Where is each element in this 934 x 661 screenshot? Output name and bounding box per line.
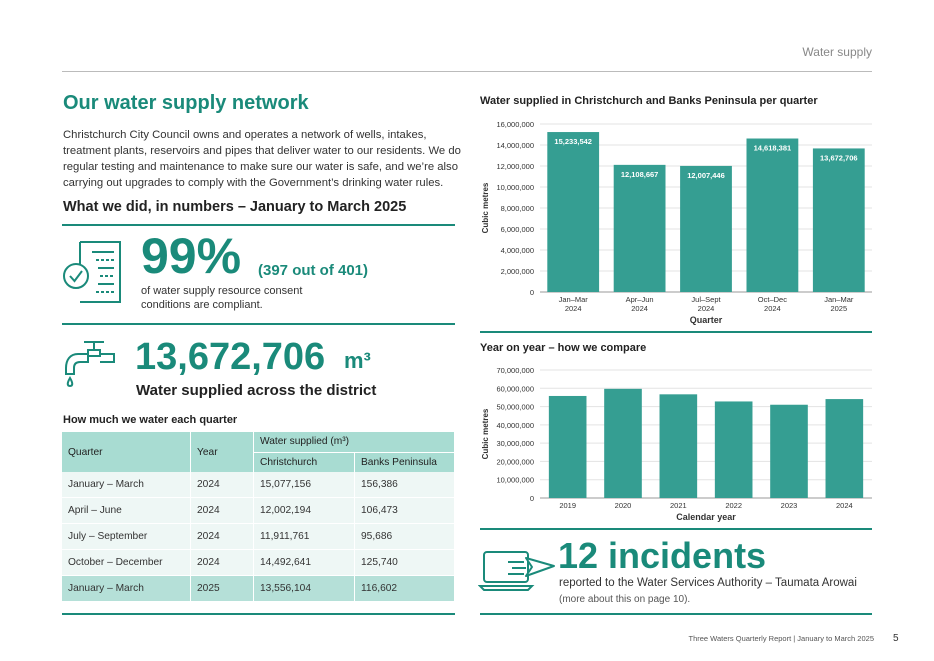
divider bbox=[62, 224, 455, 226]
y-tick-label: 14,000,000 bbox=[496, 141, 534, 150]
cell-banks-peninsula: 106,473 bbox=[355, 498, 455, 524]
x-tick-label: 2022 bbox=[725, 501, 743, 510]
page-number: 5 bbox=[893, 633, 899, 644]
divider bbox=[480, 528, 872, 530]
page-title: Our water supply network bbox=[63, 92, 309, 114]
cell-banks-peninsula: 156,386 bbox=[355, 472, 455, 498]
y-axis-label: Cubic metres bbox=[481, 408, 490, 460]
bar bbox=[747, 139, 799, 292]
yearly-chart bbox=[478, 360, 874, 524]
water-supplied-description: Water supplied across the district bbox=[136, 382, 377, 399]
laptop-send-icon bbox=[478, 544, 556, 594]
data-label: 12,108,667 bbox=[620, 169, 659, 179]
x-tick-label: Apr–Jun bbox=[625, 295, 654, 304]
y-tick-label: 30,000,000 bbox=[496, 439, 534, 449]
table-row bbox=[62, 524, 454, 550]
data-label: 15,233,542 bbox=[554, 137, 592, 147]
y-axis-label: Cubic metres bbox=[481, 182, 490, 234]
data-label: 13,672,706 bbox=[820, 153, 858, 163]
bar bbox=[547, 132, 599, 292]
cell-christchurch: 14,492,641 bbox=[254, 550, 355, 576]
table-row bbox=[62, 472, 454, 498]
x-tick-label: 2024 bbox=[835, 501, 853, 510]
x-tick-label: 2024 bbox=[697, 304, 715, 313]
table-row bbox=[62, 498, 454, 524]
x-tick-label: 2024 bbox=[631, 304, 648, 313]
y-tick-label: 50,000,000 bbox=[496, 402, 534, 412]
document-check-icon bbox=[62, 238, 124, 308]
y-tick-label: 10,000,000 bbox=[496, 475, 534, 485]
divider bbox=[480, 331, 872, 333]
bar bbox=[549, 396, 587, 498]
x-tick-label: 2025 bbox=[830, 304, 848, 313]
tap-icon bbox=[62, 338, 118, 394]
y-tick-label: 12,000,000 bbox=[496, 162, 534, 171]
data-label: 14,618,381 bbox=[753, 143, 792, 153]
cell-quarter: April – June bbox=[62, 498, 191, 524]
x-tick-label: 2020 bbox=[614, 501, 632, 510]
y-tick-label: 60,000,000 bbox=[496, 384, 534, 394]
x-tick-label: Jan–Mar bbox=[558, 295, 588, 304]
compliance-count: (397 out of 401) bbox=[258, 262, 369, 279]
y-tick-label: 10,000,000 bbox=[496, 183, 534, 192]
numbers-heading: What we did, in numbers – January to March 2025 bbox=[63, 199, 407, 215]
x-tick-label: Oct–Dec bbox=[757, 295, 787, 304]
x-tick-label: 2019 bbox=[559, 501, 577, 510]
cell-christchurch: 15,077,156 bbox=[254, 472, 355, 498]
cell-banks-peninsula: 125,740 bbox=[355, 550, 455, 576]
incidents-note: (more about this on page 10). bbox=[559, 594, 691, 605]
compliance-percentage: 99% bbox=[141, 228, 242, 284]
bar bbox=[813, 148, 865, 292]
x-axis-label: Quarter bbox=[689, 315, 723, 325]
quarterly-chart-title: Water supplied in Christchurch and Banks Peninsula per quarter bbox=[480, 95, 818, 107]
x-tick-label: 2021 bbox=[669, 501, 687, 510]
x-tick-label: 2023 bbox=[780, 501, 798, 510]
intro-paragraph: Christchurch City Council owns and operates a network of wells, intakes, treatment plants, reservoirs and pipes that deliver water to our residents. We do regular testing and maintenance to make sure our water is safe, and we’re also carrying out upgrades to comply with the Government’s drinking water rules. bbox=[63, 129, 461, 189]
y-tick-label: 0 bbox=[529, 288, 534, 297]
divider bbox=[480, 613, 872, 615]
bar bbox=[770, 405, 808, 498]
cell-year: 2024 bbox=[191, 550, 254, 576]
y-tick-label: 0 bbox=[529, 494, 534, 503]
bar bbox=[715, 401, 753, 498]
y-tick-label: 4,000,000 bbox=[500, 246, 534, 255]
y-tick-label: 8,000,000 bbox=[500, 204, 534, 213]
data-label: 12,007,446 bbox=[687, 170, 725, 180]
column-header-quarter: Quarter bbox=[62, 432, 191, 472]
cell-quarter: January – March bbox=[62, 472, 191, 498]
cell-quarter: October – December bbox=[62, 550, 191, 576]
column-header-supplied: Water supplied (m³) bbox=[254, 432, 455, 452]
x-axis-label: Calendar year bbox=[676, 512, 736, 522]
water-supplied-value: 13,672,706 bbox=[135, 336, 326, 378]
y-tick-label: 2,000,000 bbox=[500, 267, 534, 276]
cell-year: 2024 bbox=[191, 524, 254, 550]
bar bbox=[680, 166, 732, 292]
y-tick-label: 70,000,000 bbox=[496, 366, 534, 375]
divider bbox=[62, 323, 455, 325]
quarterly-supply-table bbox=[62, 432, 454, 602]
compliance-description: of water supply resource consent conditions are compliant. bbox=[141, 285, 303, 311]
bar bbox=[604, 389, 642, 498]
x-tick-label: 2024 bbox=[764, 304, 781, 313]
cell-year: 2025 bbox=[191, 576, 254, 602]
divider bbox=[62, 613, 455, 615]
y-tick-label: 6,000,000 bbox=[500, 225, 534, 234]
y-tick-label: 16,000,000 bbox=[496, 120, 534, 129]
footer-text: Three Waters Quarterly Report | January to March 2025 bbox=[688, 634, 874, 643]
column-header-year: Year bbox=[191, 432, 254, 472]
x-tick-label: Jul–Sept bbox=[691, 295, 721, 304]
yearly-chart-title: Year on year – how we compare bbox=[480, 342, 647, 354]
cell-christchurch: 13,556,104 bbox=[254, 576, 355, 602]
water-supplied-unit: m³ bbox=[344, 348, 371, 373]
table-row bbox=[62, 550, 454, 576]
cell-year: 2024 bbox=[191, 498, 254, 524]
column-header-banks-peninsula: Banks Peninsula bbox=[355, 452, 455, 472]
x-tick-label: 2024 bbox=[564, 304, 582, 313]
table-title: How much we water each quarter bbox=[63, 414, 238, 426]
cell-christchurch: 11,911,761 bbox=[254, 524, 355, 550]
y-tick-label: 40,000,000 bbox=[496, 420, 534, 430]
incidents-description: reported to the Water Services Authority – Taumata Arowai bbox=[559, 577, 857, 589]
header-divider bbox=[62, 71, 872, 72]
bar bbox=[826, 399, 864, 498]
section-title: Water supply bbox=[802, 45, 872, 59]
cell-banks-peninsula: 116,602 bbox=[355, 576, 455, 602]
quarterly-chart bbox=[478, 112, 874, 328]
x-tick-label: Jan–Mar bbox=[824, 295, 854, 304]
table-row bbox=[62, 576, 454, 602]
cell-quarter: July – September bbox=[62, 524, 191, 550]
cell-christchurch: 12,002,194 bbox=[254, 498, 355, 524]
column-header-christchurch: Christchurch bbox=[254, 452, 355, 472]
cell-year: 2024 bbox=[191, 472, 254, 498]
cell-banks-peninsula: 95,686 bbox=[355, 524, 455, 550]
cell-quarter: January – March bbox=[62, 576, 191, 602]
bar bbox=[614, 165, 666, 292]
incidents-count: 12 incidents bbox=[558, 535, 767, 576]
y-tick-label: 20,000,000 bbox=[496, 457, 534, 467]
bar bbox=[660, 394, 698, 498]
